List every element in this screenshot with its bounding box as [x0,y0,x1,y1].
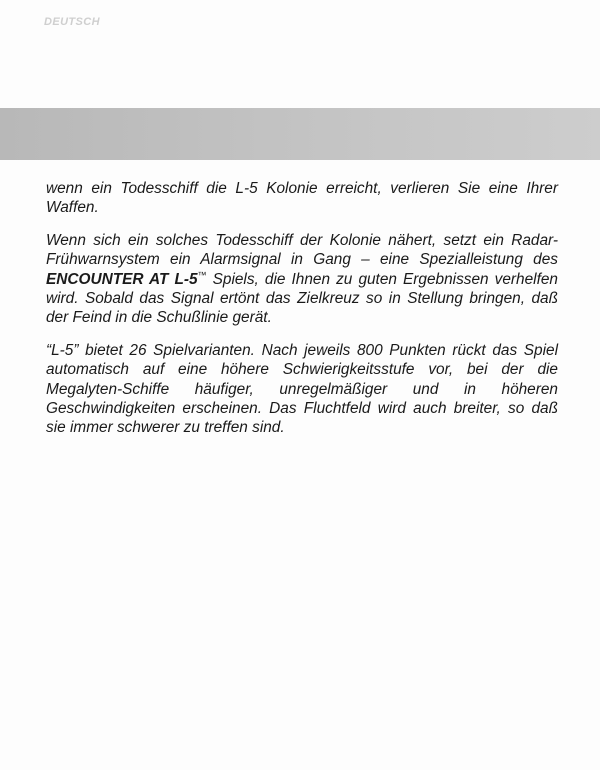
paragraph-3: “L-5” bietet 26 Spielvarianten. Nach jeweils 800 Punkten rückt das Spiel automatisch auf eine höhere Schwierigkeitsstufe vor, bei der die Megalyten-Schiffe häufiger, unregelmäßiger und in höheren Geschwindigkeiten erscheinen. Das Fluchtfeld wird auch breiter, so daß sie immer schwerer zu treffen sind. [46,341,558,437]
paragraph-2-intro: Wenn sich ein solches Todesschiff der Kolonie nähert, setzt ein Radar-Frühwarnsystem ein Alarmsignal in Gang – eine Spezialleistung des [46,231,558,269]
paragraph-2 [46,231,558,328]
game-title: ENCOUNTER AT L-5 [46,270,198,288]
trademark-symbol: ™ [197,269,207,280]
paragraph-1: wenn ein Todesschiff die L-5 Kolonie erreicht, verlieren Sie eine Ihrer Waffen. [46,180,558,217]
header-band [0,108,600,160]
language-label: DEUTSCH [44,16,100,28]
body-text [46,179,558,451]
paragraph-2-rest: Spiels, die Ihnen zu guten Ergebnissen verhelfen wird. Sobald das Signal ertönt das Zielkreuz so in Stellung bringen, daß der Feind in die Schußlinie gerät. [46,270,558,327]
